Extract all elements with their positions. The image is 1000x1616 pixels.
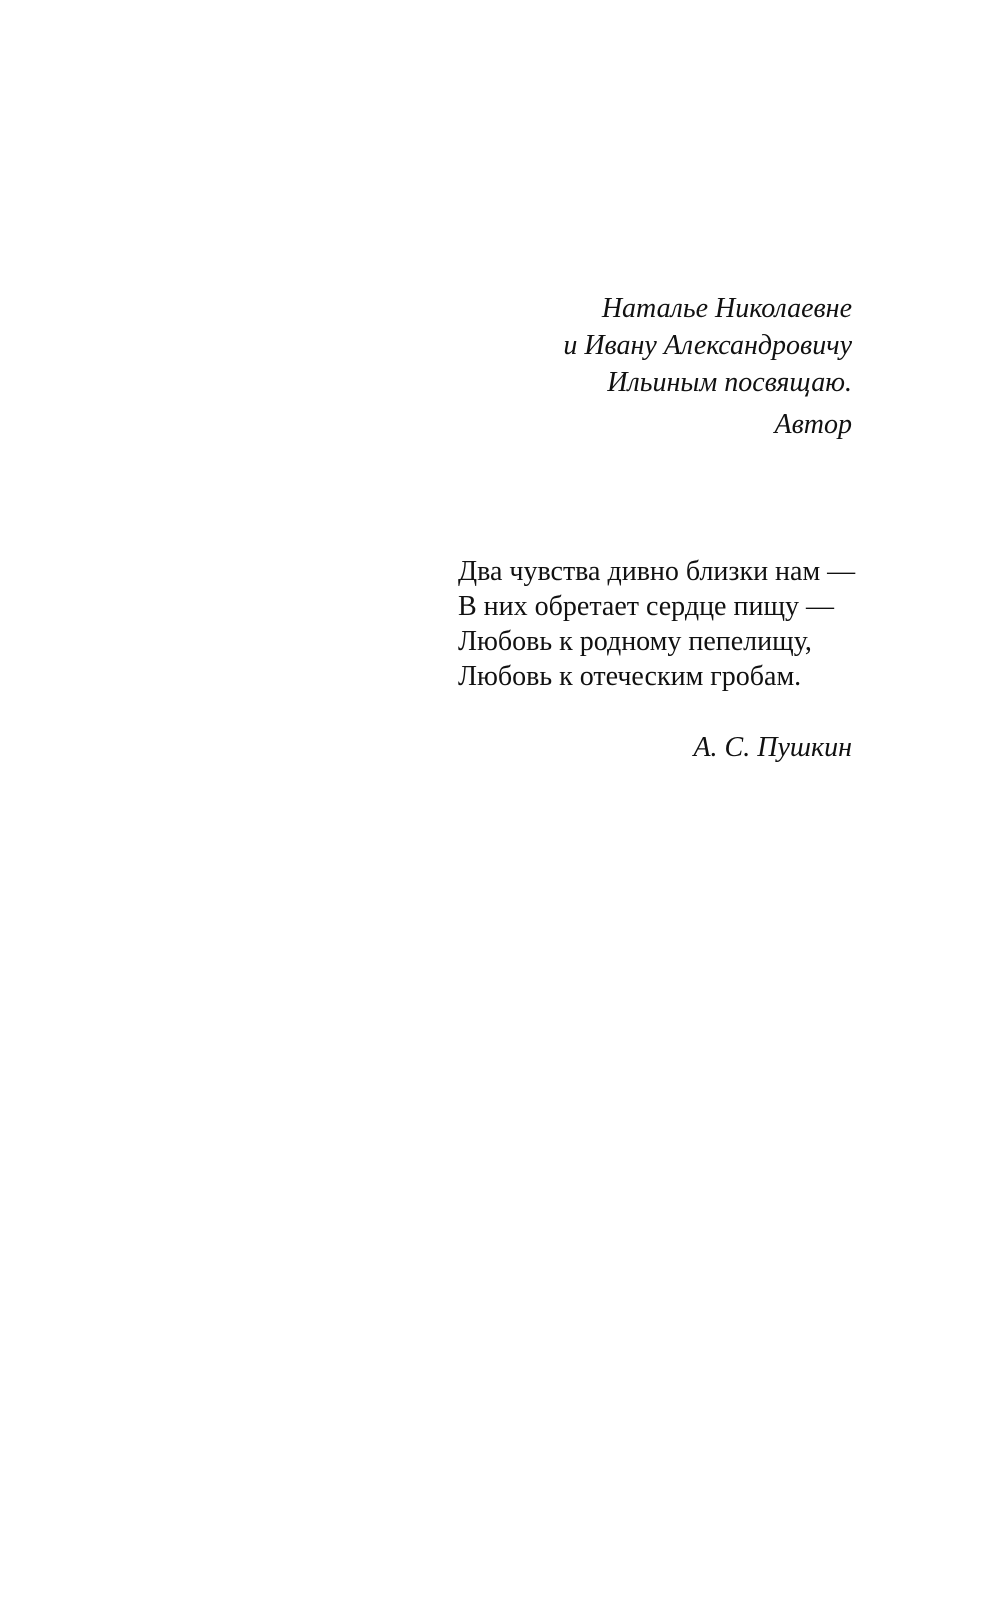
dedication-author: Автор [774,409,852,440]
dedication-line: Наталье Николаевне [601,293,852,324]
dedication [563,290,852,401]
epigraph-line: Любовь к отеческим гробам. [458,661,802,692]
epigraph-author: А. С. Пушкин [693,732,852,763]
dedication-line: и Ивану Александровичу [563,330,852,361]
epigraph-line: Любовь к родному пепелищу, [458,626,812,657]
epigraph-line: Два чувства дивно близки нам — [458,556,856,587]
dedication-line: Ильиным посвящаю. [607,367,852,398]
epigraph [458,554,855,694]
epigraph-line: В них обретает сердце пищу — [458,591,835,622]
